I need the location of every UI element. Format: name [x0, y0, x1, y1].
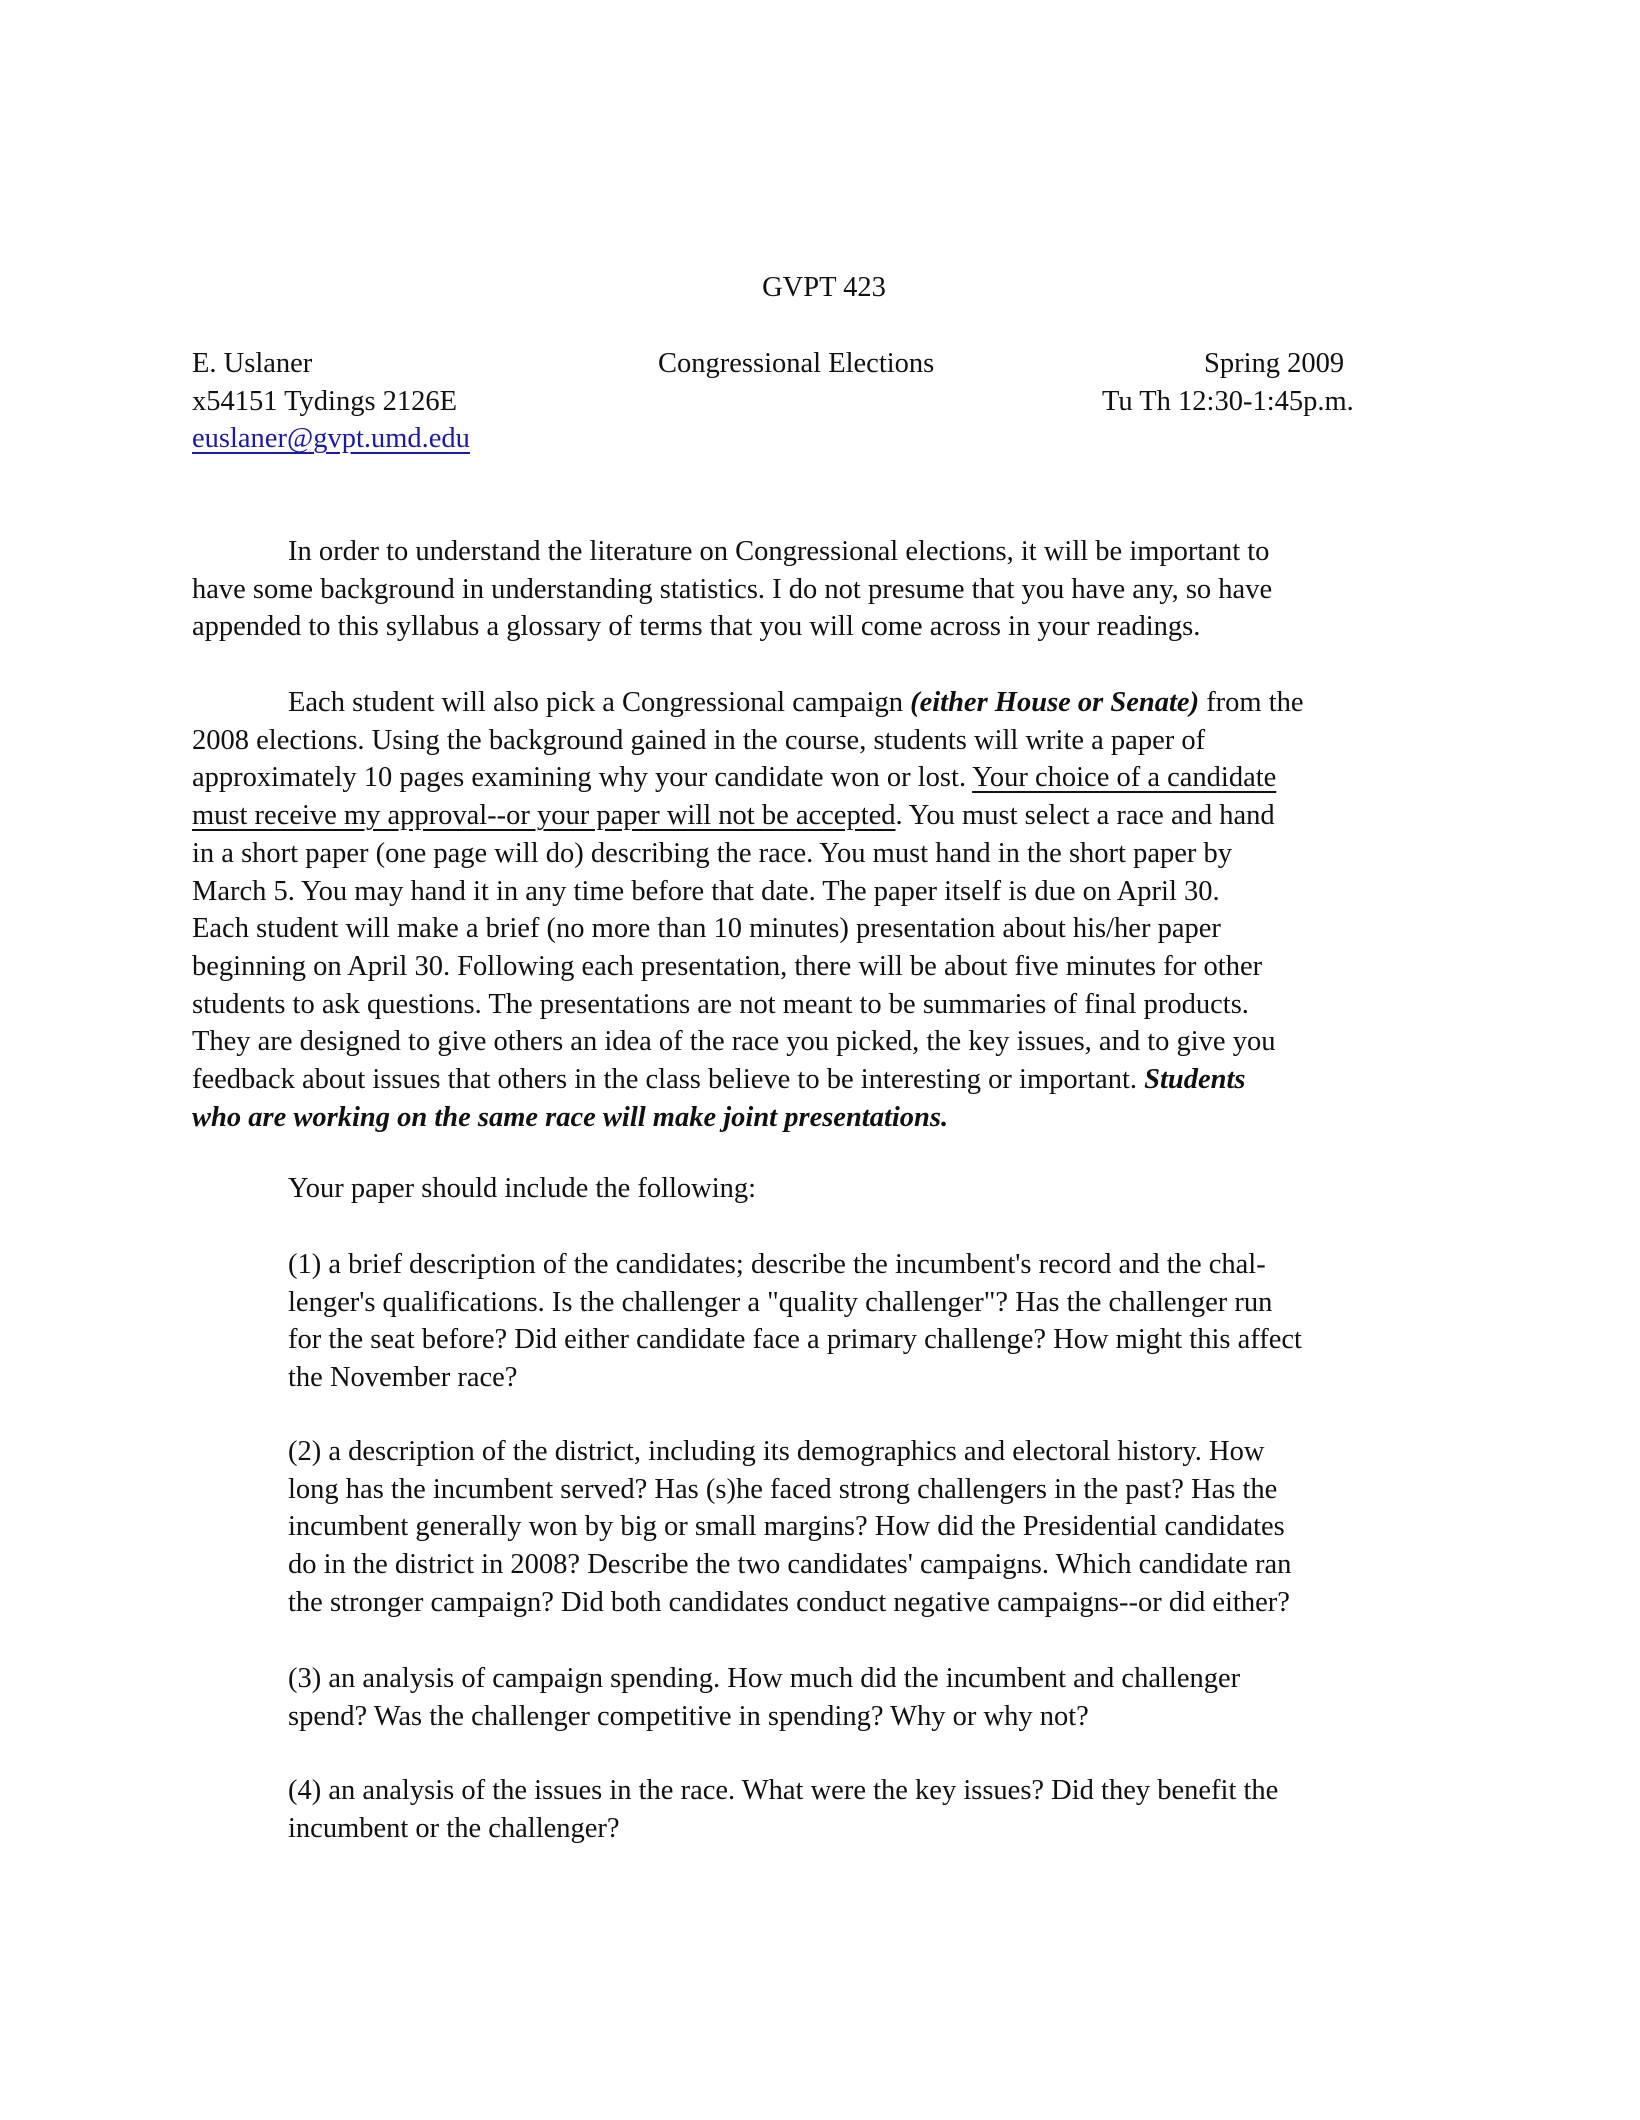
assignment-line: beginning on April 30. Following each presentation, there will be about five minutes for other [192, 950, 1263, 982]
requirement-line: long has the incumbent served? Has (s)he faced strong challengers in the past? Has the [288, 1473, 1278, 1505]
intro-paragraph [192, 533, 1272, 646]
underlined-text: must receive my approval--or your paper will not be accepted [192, 800, 896, 832]
intro-line: In order to understand the literature on Congressional elections, it will be important to [288, 536, 1270, 567]
assignment-line: must receive my approval--or your paper will not be accepted. You must select a race and hand [192, 800, 1275, 832]
requirement-line: (2) a description of the district, including its demographics and electoral history. How [288, 1436, 1265, 1467]
assignment-line: They are designed to give others an idea of the race you picked, the key issues, and to give you [192, 1026, 1276, 1058]
emphasis-text: Students [1144, 1064, 1246, 1096]
assignment-line: March 5. You may hand it in any time before that date. The paper itself is due on April 30. [192, 875, 1220, 907]
requirement-item-3 [288, 1660, 1240, 1735]
instructor-name: E. Uslaner [192, 348, 313, 379]
requirements-intro [288, 1170, 756, 1208]
assignment-line: Each student will also pick a Congressional campaign (either House or Senate) from the [288, 687, 1304, 718]
assignment-paragraph [192, 684, 1304, 1136]
requirement-line: spend? Was the challenger competitive in spending? Why or why not? [288, 1700, 1089, 1732]
requirement-line: incumbent or the challenger? [288, 1812, 620, 1844]
instructor-email-link[interactable]: euslaner@gvpt.umd.edu [192, 423, 470, 454]
requirement-line: (3) an analysis of campaign spending. How much did the incumbent and challenger [288, 1663, 1241, 1694]
assignment-line: students to ask questions. The presentations are not meant to be summaries of final products. [192, 988, 1249, 1020]
emphasis-text: (either House or Senate) [910, 687, 1200, 718]
intro-line: appended to this syllabus a glossary of terms that you will come across in your readings. [192, 611, 1201, 643]
underlined-text: Your choice of a candidate [972, 762, 1277, 794]
requirement-line: incumbent generally won by big or small margins? How did the Presidential candidates [288, 1511, 1285, 1543]
requirement-line: do in the district in 2008? Describe the two candidates' campaigns. Which candidate ran [288, 1549, 1292, 1581]
requirement-item-1 [288, 1246, 1302, 1397]
assignment-line: feedback about issues that others in the class believe to be interesting or important. Students [192, 1064, 1246, 1096]
requirement-line: for the seat before? Did either candidate face a primary challenge? How might this affect [288, 1324, 1302, 1356]
course-title: Congressional Elections [658, 348, 935, 379]
term: Spring 2009 [1204, 348, 1345, 379]
assignment-line: Each student will make a brief (no more than 10 minutes) presentation about his/her paper [192, 913, 1221, 945]
assignment-line: approximately 10 pages examining why your candidate won or lost. Your choice of a candidate [192, 762, 1277, 794]
course-code: GVPT 423 [762, 272, 886, 303]
assignment-line: 2008 elections. Using the background gained in the course, students will write a paper of [192, 724, 1206, 756]
requirement-line: lenger's qualifications. Is the challenger a "quality challenger"? Has the challenger run [288, 1286, 1273, 1318]
requirement-line: (1) a brief description of the candidates; describe the incumbent's record and the chal- [288, 1249, 1266, 1280]
requirement-line: the stronger campaign? Did both candidates conduct negative campaigns--or did either? [288, 1586, 1290, 1618]
instructor-office: x54151 Tydings 2126E [192, 386, 458, 417]
requirements-intro-text: Your paper should include the following: [288, 1173, 757, 1204]
assignment-line: in a short paper (one page will do) describing the race. You must hand in the short paper by [192, 837, 1232, 869]
class-schedule: Tu Th 12:30-1:45p.m. [1102, 386, 1354, 417]
assignment-line: who are working on the same race will make joint presentations. [192, 1101, 949, 1133]
requirement-item-2 [288, 1433, 1291, 1622]
requirement-line: (4) an analysis of the issues in the race. What were the key issues? Did they benefit the [288, 1775, 1279, 1806]
requirement-item-4 [288, 1772, 1278, 1847]
requirement-line: the November race? [288, 1362, 518, 1394]
intro-line: have some background in understanding statistics. I do not presume that you have any, so have [192, 573, 1273, 605]
